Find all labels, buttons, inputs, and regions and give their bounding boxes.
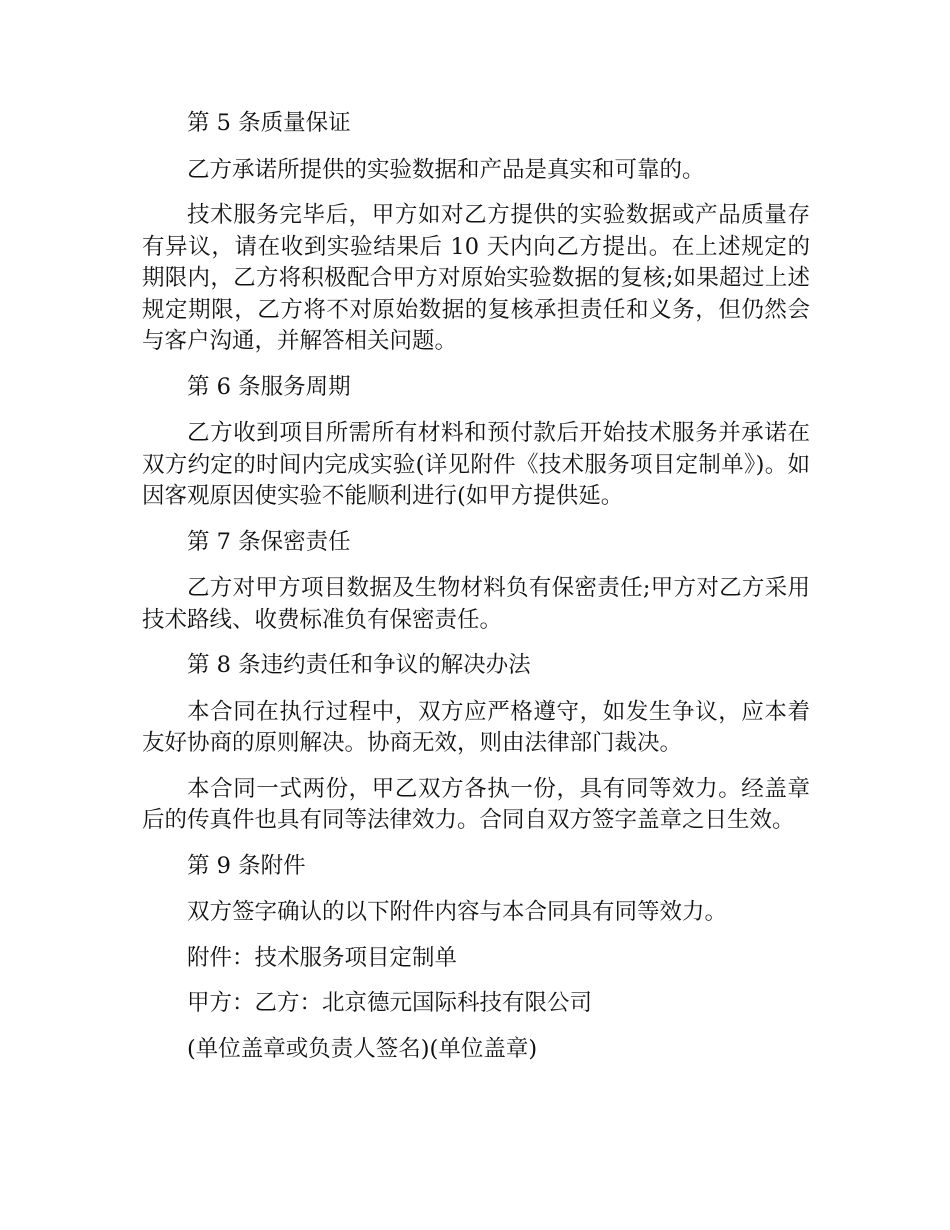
article-5-paragraph-2: 技术服务完毕后，甲方如对乙方提供的实验数据或产品质量存有异议，请在收到实验结果后 10 天内向乙方提出。在上述规定的期限内，乙方将积极配合甲方对原始实验数据的复核;如果超过上述规定期限，乙方将不对原始数据的复核承担责任和义务，但仍然会与客户沟通，并解答相关问题。	[142, 202, 810, 354]
article-8-paragraph-1: 本合同在执行过程中，双方应严格遵守，如发生争议，应本着友好协商的原则解决。协商无效，则由法律部门裁决。	[142, 698, 810, 756]
seal-note-line: (单位盖章或负责人签名)(单位盖章)	[187, 1035, 538, 1062]
article-6-heading: 第 6 条服务周期	[187, 373, 351, 400]
article-5-paragraph-1: 乙方承诺所提供的实验数据和产品是真实和可靠的。	[187, 156, 705, 183]
article-5-heading: 第 5 条质量保证	[187, 110, 351, 136]
attachment-line: 附件：技术服务项目定制单	[187, 944, 458, 971]
parties-line: 甲方：乙方：北京德元国际科技有限公司	[187, 990, 593, 1016]
article-6-paragraph-1: 乙方收到项目所需所有材料和预付款后开始技术服务并承诺在双方约定的时间内完成实验(详见附件《技术服务项目定制单》)。如因客观原因使实验不能顺利进行(如甲方提供延。	[142, 420, 810, 509]
article-8-heading: 第 8 条违约责任和争议的解决办法	[187, 652, 531, 678]
article-9-paragraph-1: 双方签字确认的以下附件内容与本合同具有同等效力。	[187, 899, 728, 925]
article-8-paragraph-2: 本合同一式两份，甲乙双方各执一份，具有同等效力。经盖章后的传真件也具有同等法律效力。合同自双方签字盖章之日生效。	[142, 775, 810, 833]
article-7-paragraph-1: 乙方对甲方项目数据及生物材料负有保密责任;甲方对乙方采用技术路线、收费标准负有保密责任。	[142, 575, 810, 633]
article-9-heading: 第 9 条附件	[187, 852, 306, 879]
article-7-heading: 第 7 条保密责任	[187, 528, 351, 555]
